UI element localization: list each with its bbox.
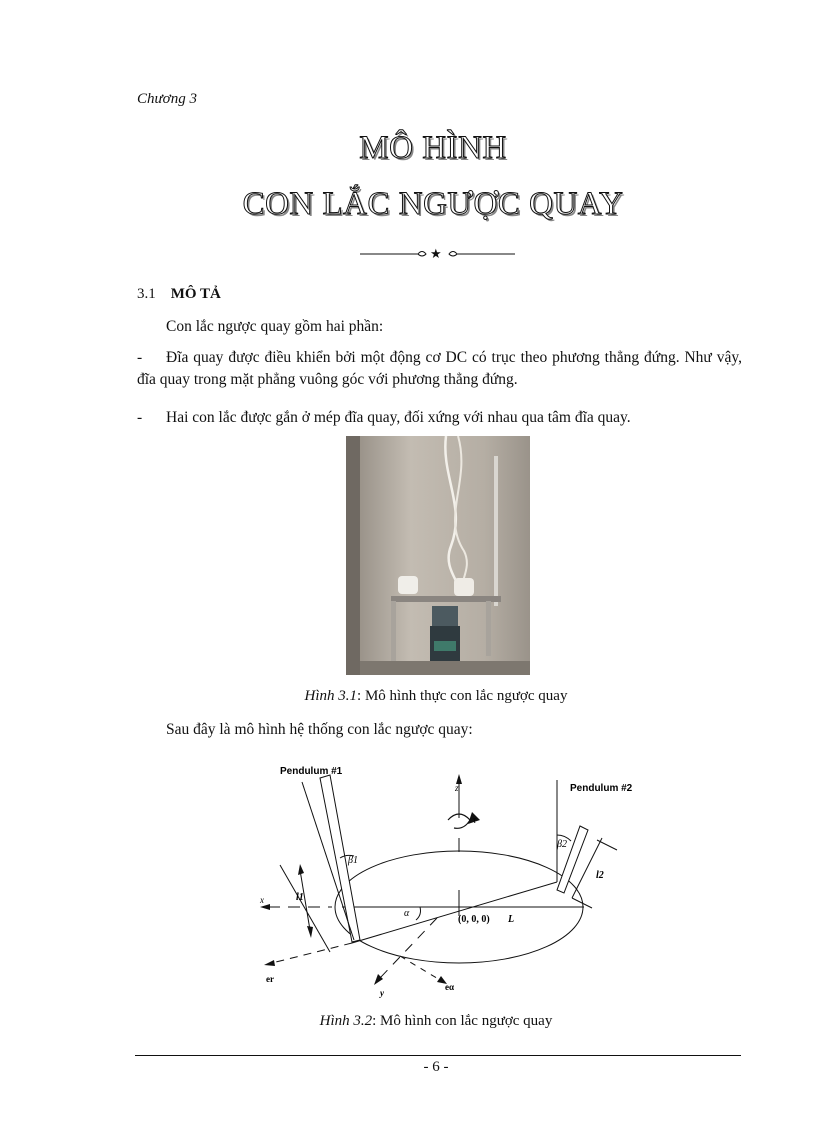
- section-title: MÔ TẢ: [170, 286, 221, 302]
- figure1-caption: [0, 688, 816, 705]
- svg-text:★: ★: [430, 247, 442, 262]
- label-alpha: α: [404, 908, 410, 919]
- page-number: - 6 -: [423, 1059, 449, 1075]
- label-beta2: β2: [557, 839, 567, 850]
- label-L: L: [508, 914, 515, 925]
- label-pendulum2: Pendulum #2: [570, 783, 632, 794]
- bullet-dash: -: [137, 409, 143, 426]
- label-tau: τ: [473, 815, 477, 825]
- label-l2: l2: [596, 870, 604, 881]
- bullet-dash: -: [137, 349, 143, 366]
- label-z: z: [455, 783, 459, 793]
- label-ea: eα: [445, 982, 455, 992]
- figure1-label: Hình 3.1: [304, 688, 358, 704]
- bullet-item: [137, 347, 742, 391]
- label-x: x: [260, 895, 264, 905]
- intro-paragraph: Con lắc ngược quay gồm hai phần:: [166, 318, 384, 335]
- figure2-label: Hình 3.2: [319, 1013, 373, 1029]
- bullet-text: Đĩa quay được điều khiển bởi một động cơ DC có trục theo phương thẳng đứng. Như vậy, đĩa quay trong mặt phẳng vuông góc với phương thẳng đứng.: [137, 349, 742, 388]
- figure2-caption-text: : Mô hình con lắc ngược quay: [372, 1013, 553, 1029]
- section-number: 3.1: [137, 286, 156, 302]
- pendulum-diagram: [252, 760, 632, 1005]
- chapter-title-line1: MÔ HÌNH: [359, 130, 507, 166]
- label-pendulum1: Pendulum #1: [280, 766, 343, 777]
- bullet-item: [137, 407, 631, 429]
- label-y: y: [380, 988, 384, 998]
- label-beta1: β1: [348, 855, 358, 866]
- label-er: er: [266, 974, 274, 984]
- label-origin: (0, 0, 0): [458, 914, 490, 925]
- bullet-text: Hai con lắc được gắn ở mép đĩa quay, đối xứng với nhau qua tâm đĩa quay.: [166, 409, 631, 426]
- section-heading: [137, 286, 221, 303]
- figure1-caption-text: : Mô hình thực con lắc ngược quay: [357, 688, 568, 704]
- footer-rule: [135, 1055, 741, 1056]
- ornament-divider: [360, 243, 515, 263]
- figure2-caption: [0, 1013, 816, 1030]
- chapter-title-line2: CON LẮC NGƯỢC QUAY: [242, 186, 624, 222]
- chapter-label: Chương 3: [137, 91, 197, 107]
- lead-paragraph: Sau đây là mô hình hệ thống con lắc ngược quay:: [166, 721, 473, 738]
- label-l1: l1: [296, 892, 304, 903]
- pendulum-photo: [346, 436, 530, 675]
